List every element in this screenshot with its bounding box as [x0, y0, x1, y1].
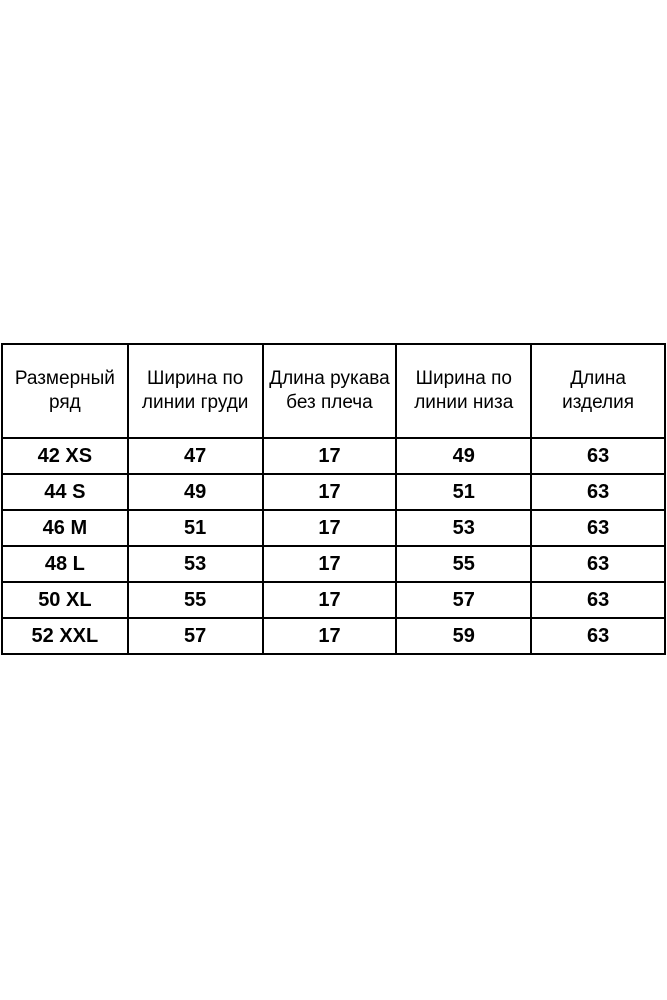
cell-sleeve-length: 17 — [263, 510, 397, 546]
cell-garment-length: 63 — [531, 474, 665, 510]
cell-sleeve-length: 17 — [263, 474, 397, 510]
table-header-row — [2, 344, 665, 438]
cell-sleeve-length: 17 — [263, 618, 397, 654]
cell-sleeve-length: 17 — [263, 438, 397, 474]
cell-garment-length: 63 — [531, 582, 665, 618]
header-garment-length: Длина изделия — [531, 344, 665, 438]
cell-hem-width: 57 — [396, 582, 531, 618]
size-chart-table — [1, 343, 666, 655]
cell-size: 50 XL — [2, 582, 128, 618]
cell-size: 52 XXL — [2, 618, 128, 654]
cell-sleeve-length: 17 — [263, 546, 397, 582]
cell-size: 44 S — [2, 474, 128, 510]
header-sleeve-length: Длина рукава без плеча — [263, 344, 397, 438]
cell-hem-width: 51 — [396, 474, 531, 510]
cell-garment-length: 63 — [531, 546, 665, 582]
header-chest-width: Ширина по линии груди — [128, 344, 263, 438]
cell-size: 42 XS — [2, 438, 128, 474]
cell-hem-width: 53 — [396, 510, 531, 546]
cell-garment-length: 63 — [531, 510, 665, 546]
cell-chest-width: 57 — [128, 618, 263, 654]
table-row — [2, 546, 665, 582]
cell-hem-width: 55 — [396, 546, 531, 582]
cell-chest-width: 55 — [128, 582, 263, 618]
cell-size: 46 M — [2, 510, 128, 546]
cell-chest-width: 53 — [128, 546, 263, 582]
cell-hem-width: 49 — [396, 438, 531, 474]
cell-hem-width: 59 — [396, 618, 531, 654]
table-row — [2, 618, 665, 654]
header-size-range: Размерный ряд — [2, 344, 128, 438]
header-hem-width: Ширина по линии низа — [396, 344, 531, 438]
cell-size: 48 L — [2, 546, 128, 582]
cell-chest-width: 51 — [128, 510, 263, 546]
cell-chest-width: 49 — [128, 474, 263, 510]
cell-garment-length: 63 — [531, 438, 665, 474]
table-row — [2, 474, 665, 510]
cell-garment-length: 63 — [531, 618, 665, 654]
table-row — [2, 438, 665, 474]
table-row — [2, 582, 665, 618]
cell-chest-width: 47 — [128, 438, 263, 474]
table-row — [2, 510, 665, 546]
cell-sleeve-length: 17 — [263, 582, 397, 618]
